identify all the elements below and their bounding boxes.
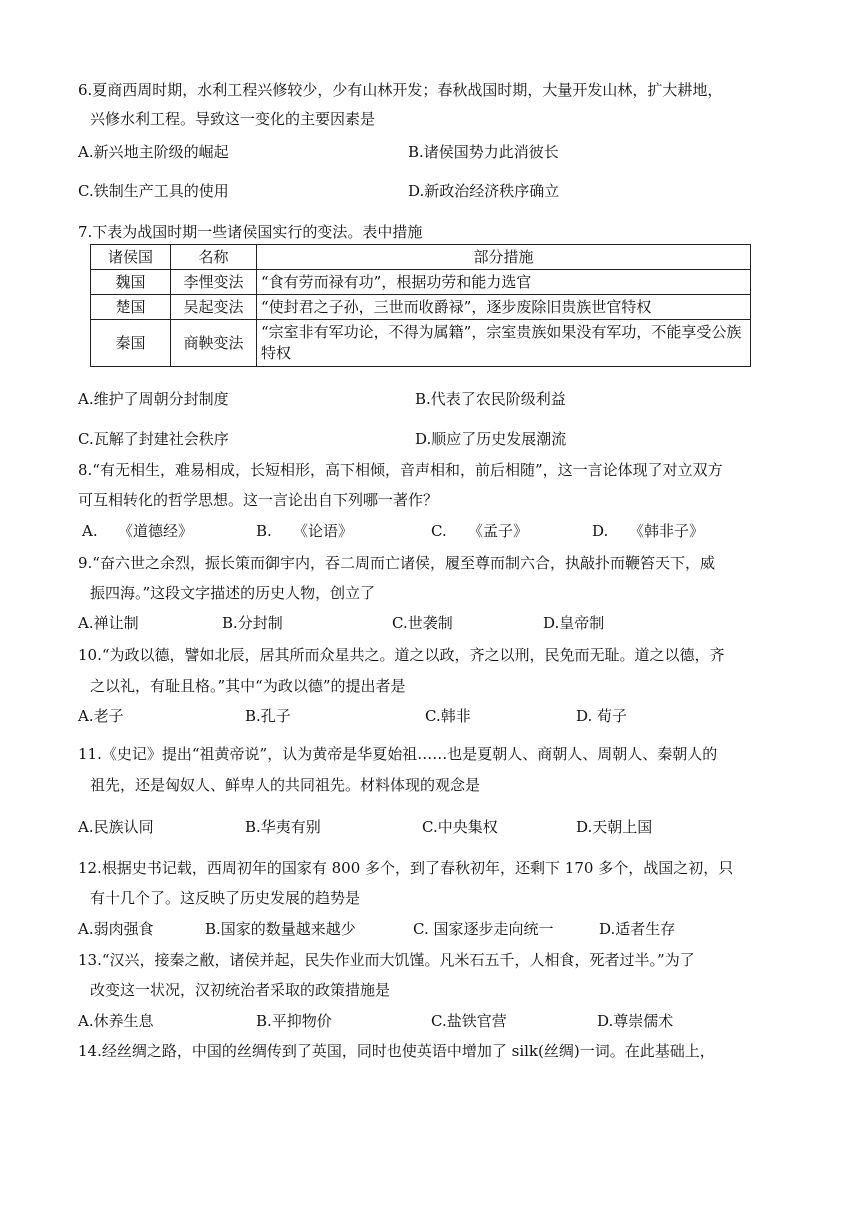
table-cell: 吴起变法: [171, 295, 257, 320]
q12-options-row: [0, 919, 867, 939]
q8-stem-line-1: 8.“有无相生，难易相成，长短相形，高下相倾，音声相和，前后相随”，这一言论体现了对立双方: [78, 461, 723, 479]
q13-option-c: C.盐铁官营: [431, 1012, 507, 1030]
q14-stem-line-1: 14.经丝绸之路，中国的丝绸传到了英国，同时也使英语中增加了 silk(丝绸)一词。在此基础上，: [78, 1042, 715, 1060]
q13-option-d: D.尊崇儒术: [597, 1012, 674, 1030]
q10-option-a: A.老子: [78, 707, 124, 725]
q8-stem-line-2: 可互相转化的哲学思想。这一言论出自下列哪一著作？: [78, 491, 439, 509]
q6-stem-line-2: 兴修水利工程。导致这一变化的主要因素是: [90, 110, 376, 128]
table-cell: “食有劳而禄有功”，根据功劳和能力选官: [257, 270, 751, 295]
q12-option-d: D.适者生存: [599, 920, 676, 938]
table-cell: 魏国: [91, 270, 171, 295]
q7-option-c: C.瓦解了封建社会秩序: [78, 430, 229, 448]
q9-option-b: B.分封制: [222, 614, 283, 632]
q11-option-b: B.华夷有别: [245, 818, 321, 836]
table-header-cell: 部分措施: [257, 245, 751, 270]
q7-option-a: A.维护了周朝分封制度: [78, 390, 229, 408]
q11-option-c: C.中央集权: [422, 818, 498, 836]
q6-option-d: D.新政治经济秩序确立: [408, 182, 560, 200]
q11-stem-line-2: 祖先，还是匈奴人、鲜卑人的共同祖先。材料体现的观念是: [90, 776, 481, 794]
q10-options-row: [0, 706, 867, 726]
table-row: [91, 320, 751, 367]
table-cell: 楚国: [91, 295, 171, 320]
q6-option-b: B.诸侯国势力此消彼长: [408, 143, 559, 161]
q9-option-c: C.世袭制: [392, 614, 453, 632]
q8-option-c-text: 《孟子》: [468, 522, 529, 540]
q10-stem-line-2: 之以礼，有耻且格。”其中“为政以德”的提出者是: [90, 677, 406, 695]
q8-options-row: [0, 521, 867, 541]
q8-option-b-letter: B.: [256, 522, 272, 540]
table-cell: 秦国: [91, 320, 171, 367]
q12-stem-line-2: 有十几个了。这反映了历史发展的趋势是: [90, 889, 361, 907]
table-cell: 商鞅变法: [171, 320, 257, 367]
q8-option-c-letter: C.: [431, 522, 447, 540]
reform-table: [90, 244, 751, 367]
q13-stem-line-1: 13.“汉兴，接秦之敝，诸侯并起，民失作业而大饥馑。凡米石五千，人相食，死者过半。”为了: [78, 951, 695, 969]
q10-option-d: D. 荀子: [576, 707, 628, 725]
q9-stem-line-1: 9.“奋六世之余烈，振长策而御宇内，吞二周而亡诸侯，履至尊而制六合，执敲扑而鞭笞天下，威: [78, 554, 715, 572]
table-header-cell: 名称: [171, 245, 257, 270]
q8-option-d-text: 《韩非子》: [629, 522, 705, 540]
q8-option-d-letter: D.: [592, 522, 609, 540]
q6-stem-line-1: 6.夏商西周时期，水利工程兴修较少，少有山林开发；春秋战国时期，大量开发山林，扩大耕地，: [78, 81, 723, 99]
q8-option-b-text: 《论语》: [293, 522, 354, 540]
table-header-row: [91, 245, 751, 270]
q13-stem-line-2: 改变这一状况，汉初统治者采取的政策措施是: [90, 981, 391, 999]
q6-option-c: C.铁制生产工具的使用: [78, 182, 229, 200]
q12-option-b: B.国家的数量越来越少: [205, 920, 356, 938]
q11-options-row: [0, 817, 867, 837]
q12-stem-line-1: 12.根据史书记载，西周初年的国家有 800 多个，到了春秋初年，还剩下 170 多个，战国之初，只: [78, 859, 734, 877]
q13-option-b: B.平抑物价: [256, 1012, 332, 1030]
q9-options-row: [0, 613, 867, 633]
q7-option-b: B.代表了农民阶级利益: [415, 390, 566, 408]
q10-option-b: B.孔子: [245, 707, 291, 725]
q9-option-d: D.皇帝制: [543, 614, 605, 632]
q8-option-a-text: 《道德经》: [118, 522, 194, 540]
q13-option-a: A.休养生息: [78, 1012, 154, 1030]
table-cell: “使封君之子孙，三世而收爵禄”，逐步废除旧贵族世官特权: [257, 295, 751, 320]
q11-stem-line-1: 11.《史记》提出“祖黄帝说”，认为黄帝是华夏始祖……也是夏朝人、商朝人、周朝人、秦朝人的: [78, 745, 718, 763]
q7-stem-line-1: 7.下表为战国时期一些诸侯国实行的变法。表中措施: [78, 223, 423, 241]
q12-option-a: A.弱肉强食: [78, 920, 154, 938]
table-row: [91, 295, 751, 320]
q8-option-a-letter: A.: [82, 522, 98, 540]
q10-option-c: C.韩非: [425, 707, 471, 725]
q11-option-a: A.民族认同: [78, 818, 154, 836]
table-cell: “宗室非有军功论，不得为属籍”，宗室贵族如果没有军功，不能享受公族特权: [257, 320, 751, 367]
q6-option-a: A.新兴地主阶级的崛起: [78, 143, 229, 161]
q13-options-row: [0, 1011, 867, 1031]
q12-option-c: C. 国家逐步走向统一: [413, 920, 554, 938]
q11-option-d: D.天朝上国: [576, 818, 653, 836]
table-row: [91, 270, 751, 295]
q9-stem-line-2: 振四海。”这段文字描述的历史人物，创立了: [90, 584, 376, 602]
q10-stem-line-1: 10.“为政以德，譬如北辰，居其所而众星共之。道之以政，齐之以刑，民免而无耻。道之以德，齐: [78, 646, 725, 664]
q7-option-d: D.顺应了历史发展潮流: [415, 430, 567, 448]
q9-option-a: A.禅让制: [78, 614, 139, 632]
table-cell: 李悝变法: [171, 270, 257, 295]
table-header-cell: 诸侯国: [91, 245, 171, 270]
